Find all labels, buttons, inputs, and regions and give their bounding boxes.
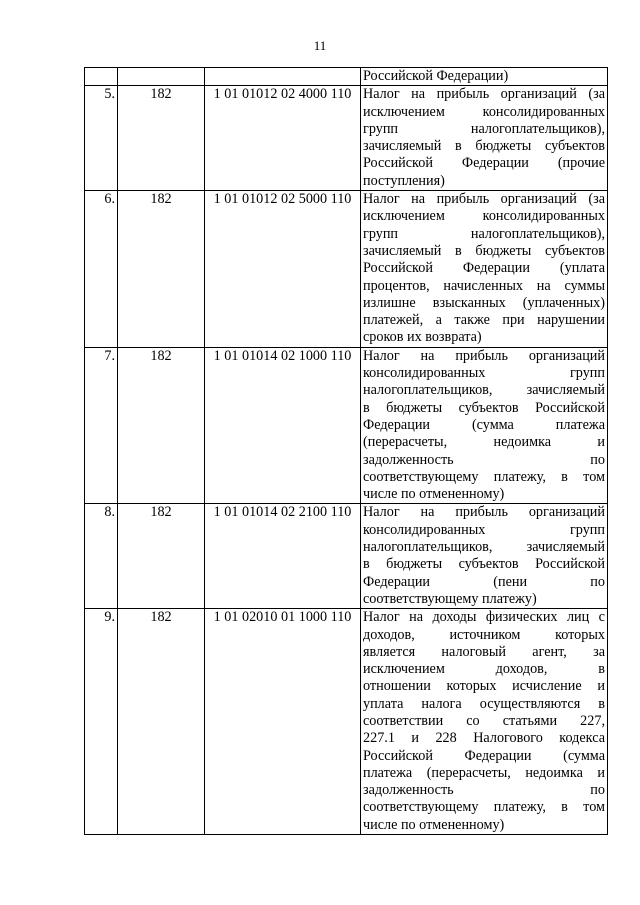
description-line: Федерации (пени по — [363, 573, 605, 590]
description-line: Российской Федерации (уплата — [363, 260, 605, 277]
description-line: Федерации (сумма платежа — [363, 416, 605, 433]
description-line: исключением консолидированных — [363, 208, 605, 225]
description-line: в бюджеты субъектов Российской — [363, 399, 605, 416]
description-line: исключением доходов, в — [363, 661, 605, 678]
description-line: Российской Федерации) — [363, 68, 509, 84]
description-line: сроков их возврата) — [363, 329, 482, 346]
table-row — [85, 191, 608, 348]
row-number-cell: 6. — [85, 191, 118, 348]
description-line: процентов, начисленных на суммы — [363, 277, 605, 294]
table-row — [85, 504, 608, 609]
description-line: поступления) — [363, 172, 445, 189]
description-line: платежей, а также при нарушении — [363, 312, 605, 329]
revenue-description-cell — [361, 68, 608, 86]
description-line: консолидированных групп — [363, 521, 605, 538]
description-line: платежа (перерасчеты, недоимка и — [363, 764, 605, 781]
table-row — [85, 609, 608, 835]
description-line: задолженность по — [363, 451, 605, 468]
description-line: зачисляемый в бюджеты субъектов — [363, 242, 605, 259]
budget-classification-code-cell: 1 01 01014 02 1000 110 — [205, 347, 361, 504]
description-line: групп налогоплательщиков), — [363, 225, 605, 242]
description-line: Налог на прибыль организаций (за — [363, 191, 605, 208]
description-line: задолженность по — [363, 782, 605, 799]
table-body — [85, 68, 608, 835]
administrator-code-cell: 182 — [118, 347, 205, 504]
administrator-code-cell: 182 — [118, 86, 205, 191]
description-line: в бюджеты субъектов Российской — [363, 556, 605, 573]
description-line: зачисляемый в бюджеты субъектов — [363, 138, 605, 155]
description-line: является налоговый агент, за — [363, 643, 605, 660]
revenue-description-cell — [361, 504, 608, 609]
budget-classification-code-cell — [205, 68, 361, 86]
description-line: уплата налога осуществляются в — [363, 695, 605, 712]
table-row — [85, 347, 608, 504]
description-line: 227.1 и 228 Налогового кодекса — [363, 730, 605, 747]
revenue-description-cell — [361, 609, 608, 835]
description-line: соответствующему платежу, в том — [363, 799, 605, 816]
description-line: Налог на доходы физических лиц с — [363, 609, 605, 626]
description-line: Налог на прибыль организаций — [363, 504, 605, 521]
description-line: соответствующему платежу, в том — [363, 468, 605, 485]
table-row — [85, 86, 608, 191]
description-line: соответствующему платежу) — [363, 590, 537, 607]
description-line: исключением консолидированных — [363, 103, 605, 120]
description-line: налогоплательщиков, зачисляемый — [363, 539, 605, 556]
revenue-description-cell — [361, 191, 608, 348]
row-number-cell: 8. — [85, 504, 118, 609]
description-line: (перерасчеты, недоимка и — [363, 434, 605, 451]
page-number: 11 — [313, 38, 327, 53]
revenue-description-cell — [361, 347, 608, 504]
budget-codes-table — [84, 67, 608, 835]
description-line: отношении которых исчисление и — [363, 678, 605, 695]
row-number-cell — [85, 68, 118, 86]
budget-classification-code-cell: 1 01 01014 02 2100 110 — [205, 504, 361, 609]
description-line: консолидированных групп — [363, 365, 605, 382]
budget-classification-code-cell: 1 01 01012 02 4000 110 — [205, 86, 361, 191]
description-line: налогоплательщиков, зачисляемый — [363, 382, 605, 399]
description-line: числе по отмененному) — [363, 486, 505, 503]
description-line: Налог на прибыль организаций (за — [363, 86, 605, 103]
description-line: соответствии со статьями 227, — [363, 712, 605, 729]
description-line: Российской Федерации (сумма — [363, 747, 605, 764]
description-line: доходов, источником которых — [363, 626, 605, 643]
budget-classification-code-cell: 1 01 02010 01 1000 110 — [205, 609, 361, 835]
administrator-code-cell: 182 — [118, 504, 205, 609]
budget-classification-code-cell: 1 01 01012 02 5000 110 — [205, 191, 361, 348]
description-line: Налог на прибыль организаций — [363, 347, 605, 364]
administrator-code-cell: 182 — [118, 191, 205, 348]
row-number-cell: 5. — [85, 86, 118, 191]
description-line: групп налогоплательщиков), — [363, 120, 605, 137]
description-line: числе по отмененному) — [363, 816, 505, 833]
administrator-code-cell: 182 — [118, 609, 205, 835]
table-row — [85, 68, 608, 86]
row-number-cell: 9. — [85, 609, 118, 835]
revenue-description-cell — [361, 86, 608, 191]
description-line: Российской Федерации (прочие — [363, 155, 605, 172]
description-line: излишне взысканных (уплаченных) — [363, 294, 605, 311]
administrator-code-cell — [118, 68, 205, 86]
row-number-cell: 7. — [85, 347, 118, 504]
